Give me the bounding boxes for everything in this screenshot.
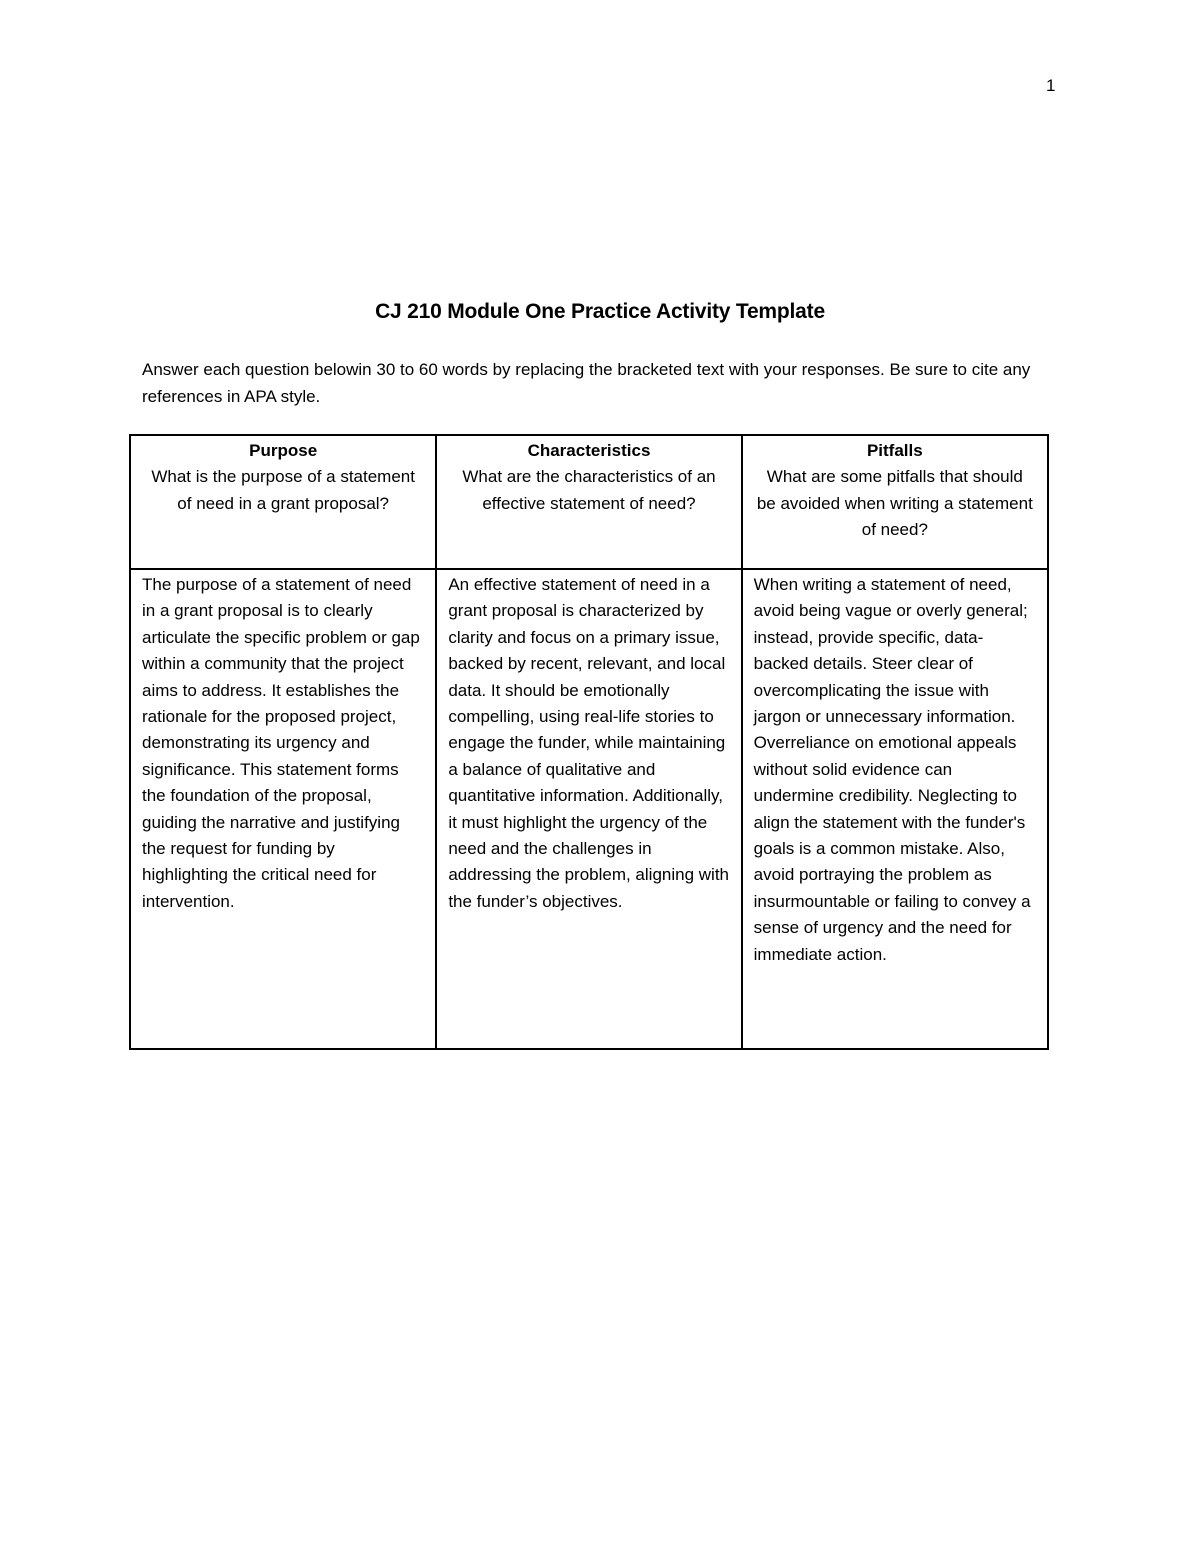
pitfalls-heading: Pitfalls xyxy=(866,441,923,460)
table-answer-row xyxy=(130,569,1048,1049)
characteristics-answer-cell[interactable] xyxy=(436,569,741,1049)
characteristics-answer-text: An effective statement of need in a grant proposal is characterized by clarity and focus on a primary issue, backed by recent, relevant, and local data. It should be emotionally compelling, using real-life stories to engage the funder, while maintaining a balance of qualitative and quantitative information. Additionally, it must highlight the urgency of the need and the challenges in addressing the problem, aligning with the funder’s objectives. xyxy=(448,575,729,911)
activity-table xyxy=(129,434,1049,1050)
document-title: CJ 210 Module One Practice Activity Template xyxy=(375,300,825,323)
purpose-answer-cell[interactable] xyxy=(130,569,436,1049)
pitfalls-question: What are some pitfalls that should be avoided when writing a statement of need? xyxy=(756,467,1033,540)
pitfalls-answer-text: When writing a statement of need, avoid being vague or overly general; instead, provide specific, data-backed details. Steer clear of overcomplicating the issue with jargon or unnecessary information. Overreliance on emotional appeals without solid evidence can undermine credibility. Neglecting to align the statement with the funder's goals is a common mistake. Also, avoid portraying the problem as insurmountable or failing to convey a sense of urgency and the need for immediate action. xyxy=(753,575,1031,964)
instructions-paragraph: Answer each question belowin 30 to 60 words by replacing the bracketed text with your responses. Be sure to cite any references in APA style. xyxy=(142,360,1031,406)
characteristics-heading: Characteristics xyxy=(527,441,651,460)
characteristics-question: What are the characteristics of an effective statement of need? xyxy=(462,467,716,513)
pitfalls-header-cell xyxy=(742,435,1048,569)
purpose-header-cell xyxy=(130,435,436,569)
pitfalls-answer-cell[interactable] xyxy=(742,569,1048,1049)
purpose-heading: Purpose xyxy=(249,441,318,460)
table-header-row xyxy=(130,435,1048,569)
purpose-question: What is the purpose of a statement of need in a grant proposal? xyxy=(151,467,415,513)
characteristics-header-cell xyxy=(436,435,741,569)
purpose-answer-text: The purpose of a statement of need in a grant proposal is to clearly articulate the specific problem or gap within a community that the project aims to address. It establishes the rationale for the proposed project, demonstrating its urgency and significance. This statement forms the foundation of the proposal, guiding the narrative and justifying the request for funding by highlighting the critical need for intervention. xyxy=(142,575,420,911)
page-number: 1 xyxy=(1046,76,1056,95)
